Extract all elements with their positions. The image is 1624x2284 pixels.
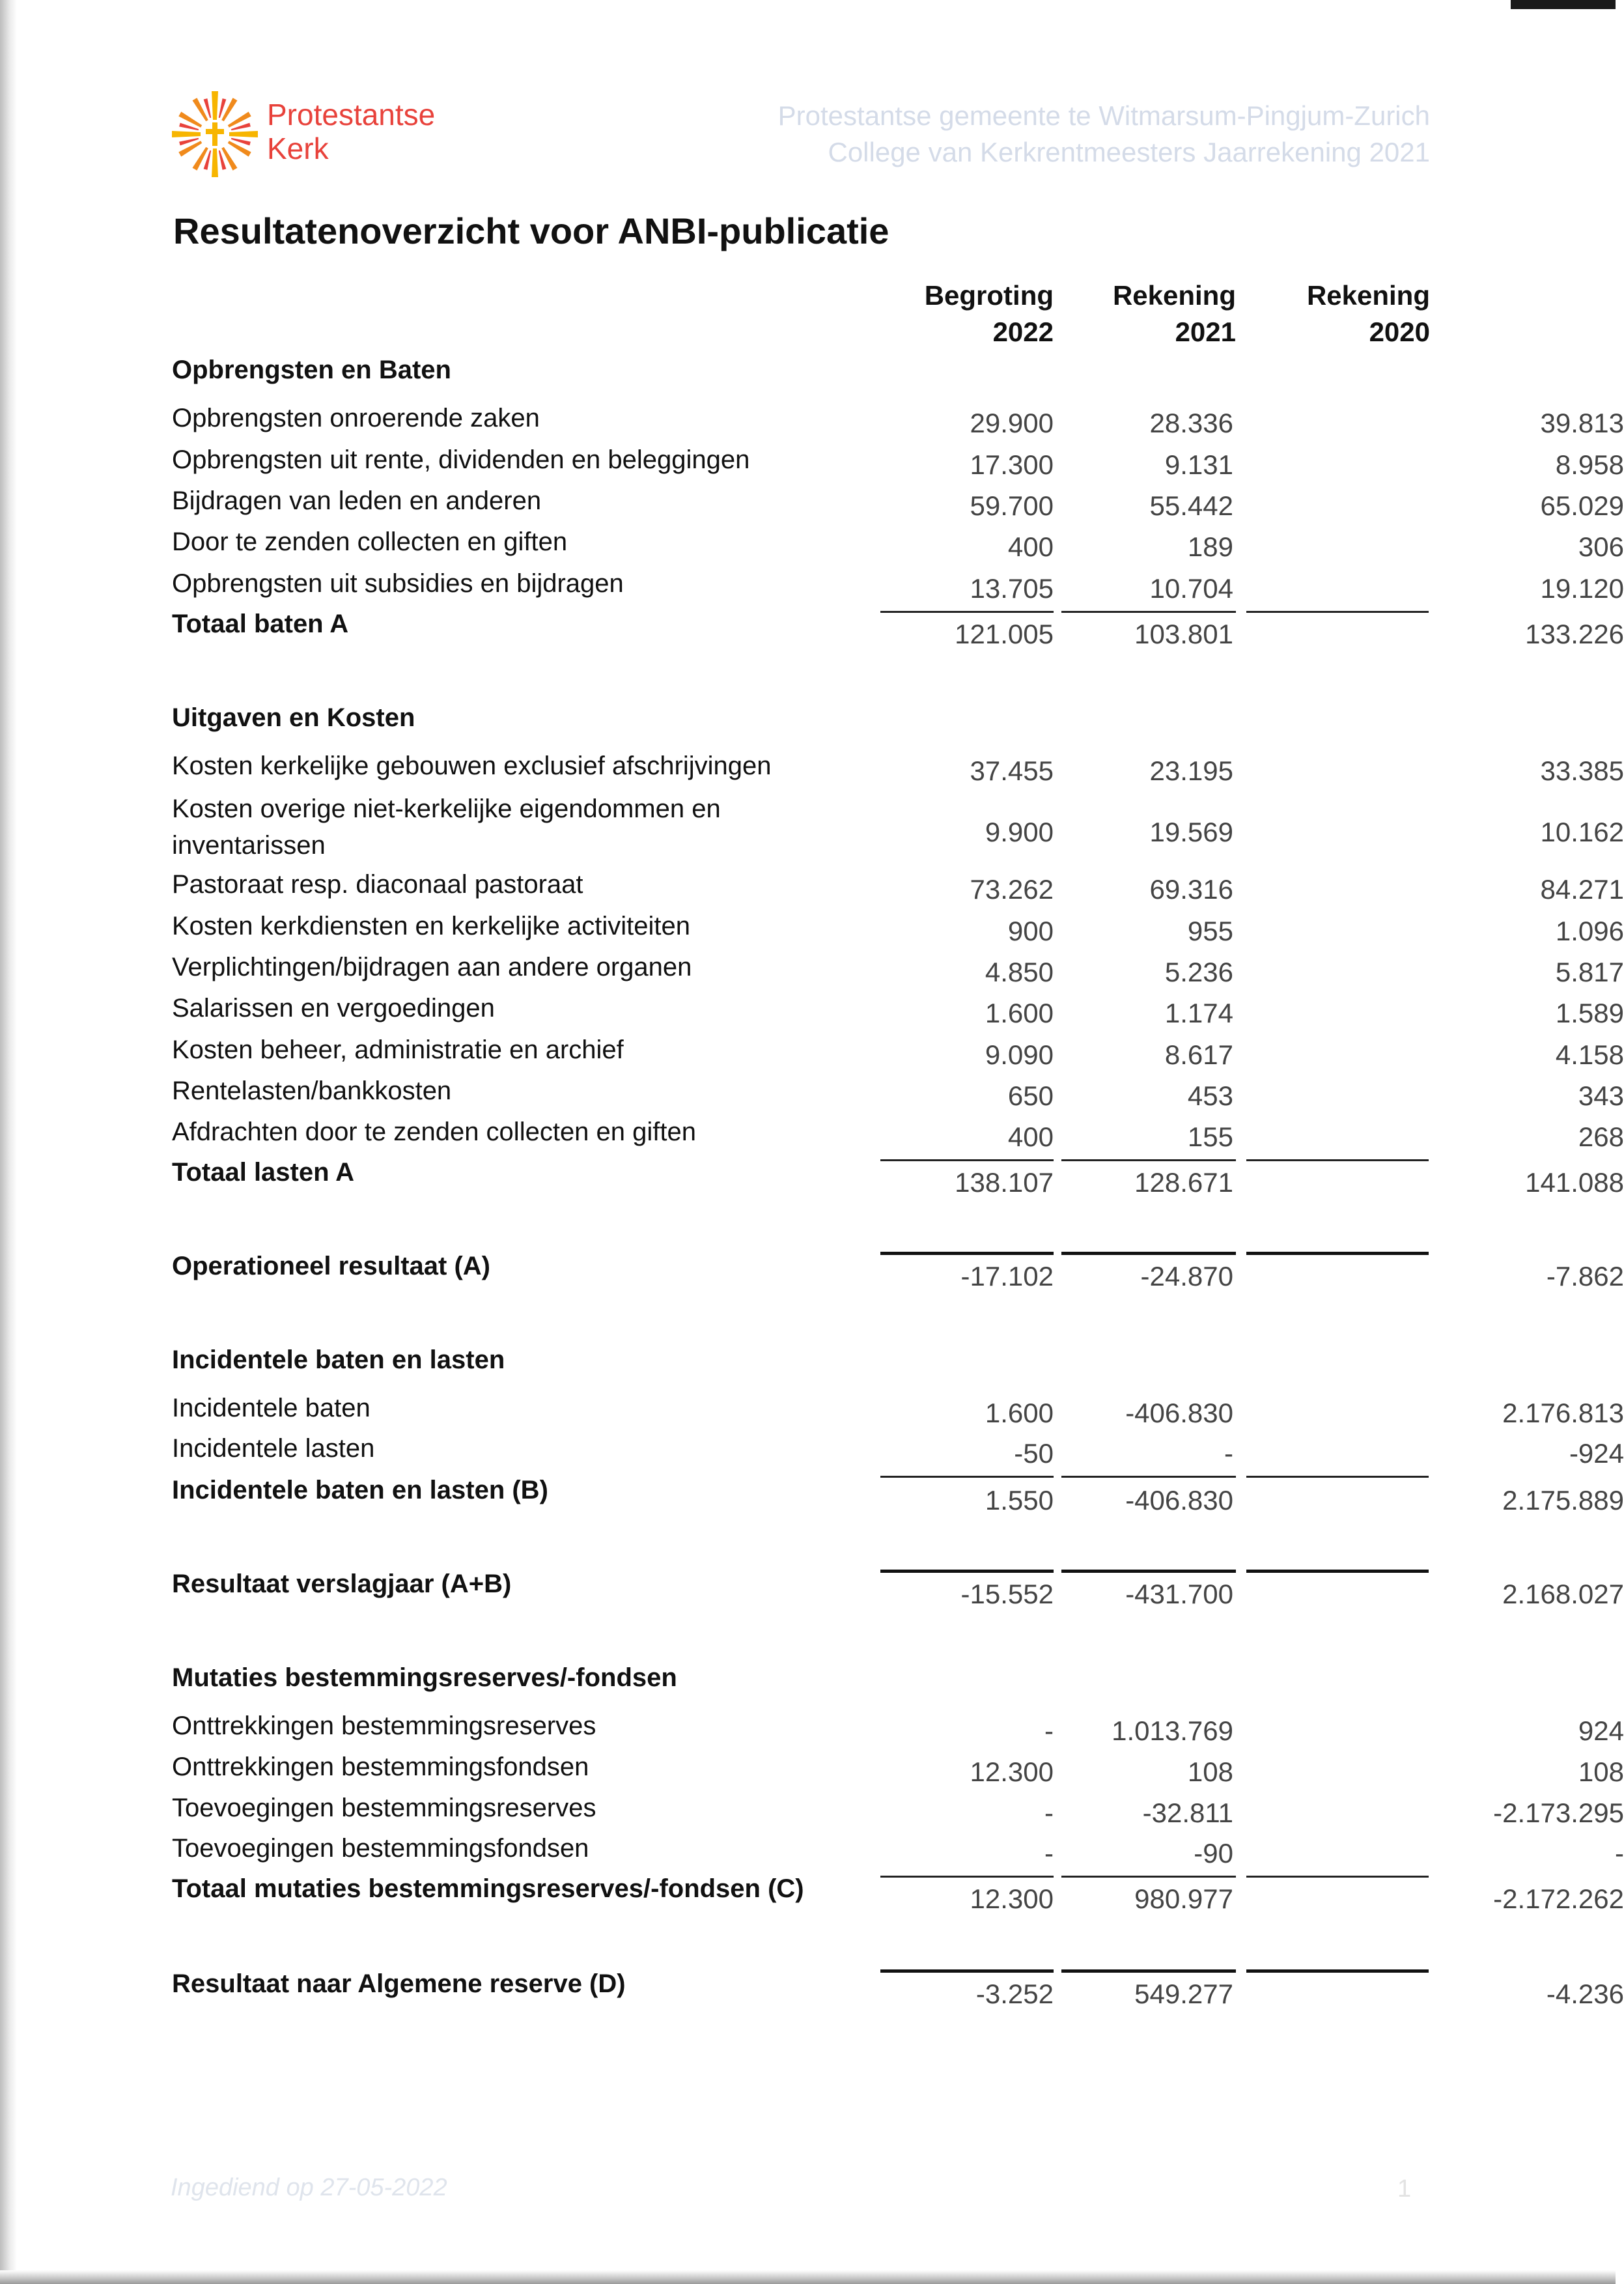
value-rekening-2020: 1.589 [1555,998,1624,1028]
value-begroting-2022: 400 [1007,1121,1054,1152]
table-row [172,750,1624,787]
table-row [172,1034,1624,1071]
scan-edge-top [1511,0,1616,9]
value-begroting-2022: 1.600 [985,998,1054,1028]
value-begroting-2022: 13.705 [970,573,1054,604]
row-label: Incidentele lasten [172,1434,375,1463]
value-begroting-2022: 900 [1007,916,1054,946]
total-label: Resultaat naar Algemene reserve (D) [172,1969,626,1998]
value-rekening-2020: 268 [1578,1121,1624,1152]
total-label: Incidentele baten en lasten (B) [172,1476,548,1504]
table-row [172,993,1624,1029]
total-label: Totaal baten A [172,610,349,638]
row-label: Opbrengsten uit subsidies en bijdragen [172,569,624,598]
resultaat-algemene-reserve-row [172,1968,1624,2009]
value-rekening-2021: 9.131 [1164,449,1233,480]
total-rekening-2021: -24.870 [1140,1261,1233,1291]
value-rekening-2021: 8.617 [1164,1039,1233,1070]
brand-name [267,98,435,165]
column-header-rekening-2020: Rekening 2020 [1306,280,1430,347]
value-begroting-2022: 17.300 [970,449,1054,480]
value-rekening-2020: 306 [1578,531,1624,562]
total-row [172,1157,1624,1198]
total-row [172,608,1624,649]
table-row [172,1833,1624,1869]
value-rekening-2020: 10.162 [1540,817,1624,847]
value-begroting-2022: 9.900 [985,817,1054,847]
row-label: Door te zenden collecten en giften [172,528,568,556]
total-begroting-2022: 138.107 [955,1167,1054,1198]
table-row [172,1792,1624,1829]
value-rekening-2021: 108 [1187,1756,1233,1787]
value-rekening-2020: 1.096 [1555,916,1624,946]
section-title-uitgaven: Uitgaven en Kosten [172,703,415,732]
value-begroting-2022: - [1044,1798,1054,1828]
value-rekening-2020: 39.813 [1540,408,1624,438]
row-label: Rentelasten/bankkosten [172,1077,452,1105]
value-rekening-2020: 33.385 [1540,755,1624,786]
total-rekening-2021: 128.671 [1134,1167,1233,1198]
total-rekening-2021: 103.801 [1134,619,1233,649]
total-rekening-2020: -2.172.262 [1493,1883,1624,1914]
scan-edge-left [0,0,17,2284]
table-row [172,402,1624,439]
total-rekening-2020: 141.088 [1525,1167,1624,1198]
value-rekening-2021: 69.316 [1149,874,1233,905]
submitted-date: Ingediend op 27-05-2022 [171,2174,447,2201]
row-label: Afdrachten door te zenden collecten en giften [172,1118,696,1146]
value-rekening-2021: 28.336 [1149,408,1233,438]
value-rekening-2020: 19.120 [1540,573,1624,604]
total-row [172,1474,1624,1516]
total-label: Operationeel resultaat (A) [172,1252,491,1280]
total-label: Totaal mutaties bestemmingsreserves/-fondsen (C) [172,1874,804,1903]
value-rekening-2020: 4.158 [1555,1039,1624,1070]
table-row [172,1075,1624,1112]
page-number: 1 [1397,2175,1412,2203]
row-label: Toevoegingen bestemmingsfondsen [172,1834,589,1863]
value-rekening-2021: -32.811 [1142,1798,1233,1828]
value-rekening-2021: 10.704 [1149,573,1233,604]
faded-header-line-1: Protestantse gemeente te Witmarsum-Pingjum-Zurich [777,100,1430,131]
value-rekening-2020: 924 [1578,1715,1624,1746]
table-row [172,791,1624,860]
table-row [172,1751,1624,1788]
total-rekening-2020: -4.236 [1546,1979,1624,2009]
table-row [172,526,1624,563]
value-begroting-2022: 400 [1007,531,1054,562]
value-rekening-2021: 955 [1187,916,1233,946]
row-label: Onttrekkingen bestemmingsreserves [172,1712,596,1740]
value-begroting-2022: 59.700 [970,490,1054,521]
total-begroting-2022: 12.300 [970,1883,1054,1914]
row-label: Salarissen en vergoedingen [172,994,495,1022]
resultaat-verslagjaar-row [172,1568,1624,1609]
value-begroting-2022: 37.455 [970,755,1054,786]
value-begroting-2022: 9.090 [985,1039,1054,1070]
total-begroting-2022: -3.252 [975,1979,1054,2009]
row-label: Verplichtingen/bijdragen aan andere organen [172,953,692,981]
row-label: Bijdragen van leden en anderen [172,486,542,515]
value-rekening-2021: -406.830 [1125,1398,1233,1428]
table-row [172,485,1624,522]
column-header-begroting-2022: Begroting 2022 [924,280,1054,347]
total-rekening-2020: -7.862 [1546,1261,1624,1291]
table-row [172,1710,1624,1747]
total-begroting-2022: 121.005 [955,619,1054,649]
value-rekening-2020: 5.817 [1555,957,1624,987]
value-begroting-2022: 29.900 [970,408,1054,438]
value-rekening-2021: 453 [1187,1080,1233,1111]
total-rekening-2020: 2.175.889 [1502,1485,1624,1516]
section-title-incidenteel: Incidentele baten en lasten [172,1346,505,1374]
table-row [172,952,1624,988]
row-label: Kosten beheer, administratie en archief [172,1036,624,1064]
value-rekening-2021: 55.442 [1149,490,1233,521]
value-begroting-2022: 12.300 [970,1756,1054,1787]
total-rekening-2020: 2.168.027 [1502,1579,1624,1609]
row-label: Toevoegingen bestemmingsreserves [172,1794,596,1822]
value-begroting-2022: -50 [1014,1438,1054,1469]
total-rekening-2021: -431.700 [1125,1579,1233,1609]
value-rekening-2020: 108 [1578,1756,1624,1787]
value-rekening-2020: 8.958 [1555,449,1624,480]
value-rekening-2021: 1.174 [1164,998,1233,1028]
value-begroting-2022: 1.600 [985,1398,1054,1428]
total-rekening-2021: 980.977 [1134,1883,1233,1914]
faded-document-header [778,98,1430,171]
value-begroting-2022: - [1044,1838,1054,1868]
value-begroting-2022: 4.850 [985,957,1054,987]
value-rekening-2021: 189 [1187,531,1233,562]
operationeel-resultaat-row [172,1250,1624,1291]
table-row [172,869,1624,905]
row-label: Pastoraat resp. diaconaal pastoraat [172,870,583,899]
row-label: Kosten kerkdiensten en kerkelijke activiteiten [172,912,690,940]
table-row [172,1392,1624,1429]
section-title-mutaties: Mutaties bestemmingsreserves/-fondsen [172,1663,677,1692]
value-begroting-2022: 650 [1007,1080,1054,1111]
value-rekening-2020: 84.271 [1540,874,1624,905]
brand-line-2: Kerk [267,132,329,165]
value-rekening-2021: 155 [1187,1121,1233,1152]
row-label: Opbrengsten uit rente, dividenden en beleggingen [172,445,750,474]
table-row [172,568,1624,604]
table-row [172,444,1624,481]
row-label: Opbrengsten onroerende zaken [172,404,540,432]
section-title-opbrengsten: Opbrengsten en Baten [172,356,451,384]
total-label: Resultaat verslagjaar (A+B) [172,1570,512,1598]
table-row [172,910,1624,947]
value-begroting-2022: - [1044,1715,1054,1746]
total-begroting-2022: 1.550 [985,1485,1054,1516]
row-label: Kosten kerkelijke gebouwen exclusief afschrijvingen [172,752,772,780]
row-label: Incidentele baten [172,1394,371,1422]
value-rekening-2021: -90 [1194,1838,1233,1868]
value-rekening-2020: 343 [1578,1080,1624,1111]
total-begroting-2022: -15.552 [960,1579,1054,1609]
total-rekening-2021: -406.830 [1125,1485,1233,1516]
value-rekening-2021: - [1224,1438,1233,1469]
page-title: Resultatenoverzicht voor ANBI-publicatie [173,210,889,251]
scan-edge-bottom [0,2270,1616,2284]
value-rekening-2020: 65.029 [1540,490,1624,521]
total-row [172,1873,1624,1914]
total-rekening-2021: 549.277 [1134,1979,1233,2009]
value-rekening-2020: 2.176.813 [1502,1398,1624,1428]
total-rekening-2020: 133.226 [1525,619,1624,649]
column-header-rekening-2021: Rekening 2021 [1112,280,1236,347]
table-row [172,1433,1624,1469]
total-label: Totaal lasten A [172,1158,355,1187]
faded-header-line-2: College van Kerkrentmeesters Jaarrekening 2021 [828,137,1430,167]
table-row [172,1116,1624,1153]
value-rekening-2021: 19.569 [1149,817,1233,847]
value-begroting-2022: 73.262 [970,874,1054,905]
value-rekening-2021: 1.013.769 [1112,1715,1233,1746]
row-label: Kosten overige niet-kerkelijke eigendommen en inventarissen [172,795,721,860]
value-rekening-2021: 23.195 [1149,755,1233,786]
value-rekening-2020: -2.173.295 [1493,1798,1624,1828]
brand-line-1: Protestantse [267,98,436,132]
value-rekening-2020: - [1615,1838,1624,1868]
value-rekening-2021: 5.236 [1164,957,1233,987]
total-begroting-2022: -17.102 [960,1261,1054,1291]
protestantse-kerk-logo-icon [171,90,259,178]
row-label: Onttrekkingen bestemmingsfondsen [172,1753,589,1781]
value-rekening-2020: -924 [1569,1438,1624,1469]
